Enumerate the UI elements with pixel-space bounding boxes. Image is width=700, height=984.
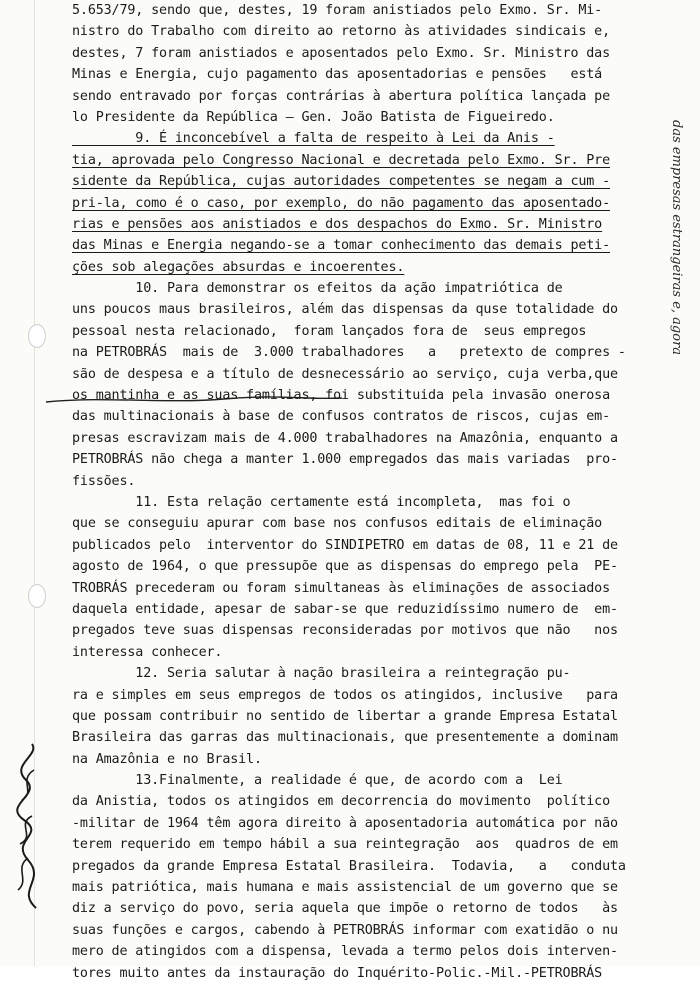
text-line: destes, 7 foram anistiados e aposentados pelo Exmo. Sr. Ministro das bbox=[72, 45, 611, 61]
text-line: Brasileira das garras das multinacionais, que presentemente a dominam bbox=[72, 730, 618, 746]
text-line: que possam contribuir no sentido de libertar a grande Empresa Estatal bbox=[72, 708, 618, 724]
document-text bbox=[72, 0, 668, 984]
text-line: 13.Finalmente, a realidade é que, de acordo com a Lei bbox=[72, 773, 563, 789]
text-line: são de despesa e a título de desnecessário ao serviço, cuja verba,que bbox=[72, 366, 618, 382]
text-line: suas funções e cargos, cabendo à PETROBRÁS informar com exatidão o nu bbox=[72, 922, 618, 938]
text-line: 9. É inconcebível a falta de respeito à Lei da Anis - bbox=[72, 131, 555, 147]
text-line: daquela entidade, apesar de sabar-se que reduzidíssimo numero de em- bbox=[72, 601, 618, 617]
text-line: diz a serviço do povo, seria aquela que impõe o retorno de todos às bbox=[72, 901, 618, 917]
text-line: fissões. bbox=[72, 473, 136, 489]
text-line: 10. Para demonstrar os efeitos da ação impatriótica de bbox=[72, 281, 563, 297]
text-line: 12. Seria salutar à nação brasileira a reintegração pu- bbox=[72, 666, 571, 682]
text-line: terem requerido em tempo hábil a sua reintegração aos quadros de em bbox=[72, 837, 618, 853]
text-line: pregados teve suas dispensas reconsideradas por motivos que não nos bbox=[72, 623, 618, 639]
text-line: na Amazônia e no Brasil. bbox=[72, 751, 262, 767]
text-line: tia, aprovada pelo Congresso Nacional e decretada pelo Exmo. Sr. Pre bbox=[72, 152, 611, 168]
punch-hole bbox=[28, 324, 46, 348]
margin-handwritten-note: das empresas estrangeiras e, agora bbox=[669, 120, 684, 356]
text-line: interessa conhecer. bbox=[72, 644, 223, 660]
text-line: ções sob alegações absurdas e incoerentes. bbox=[72, 259, 405, 275]
text-line: que se conseguiu apurar com base nos confusos editais de eliminação bbox=[72, 516, 603, 532]
text-line: sidente da República, cujas autoridades competentes se negam a cum - bbox=[72, 174, 611, 190]
text-line: na PETROBRÁS mais de 3.000 trabalhadores a pretexto de compres - bbox=[72, 345, 626, 361]
text-line: rias e pensões aos anistiados e dos despachos do Exmo. Sr. Ministro bbox=[72, 216, 603, 232]
text-line: das Minas e Energia negando-se a tomar conhecimento das demais peti- bbox=[72, 238, 611, 254]
text-line: 11. Esta relação certamente está incompleta, mas foi o bbox=[72, 494, 571, 510]
text-line: nistro do Trabalho com direito ao retorno às atividades sindicais e, bbox=[72, 24, 611, 40]
text-line: lo Presidente da República — Gen. João Batista de Figueiredo. bbox=[72, 109, 555, 125]
handwritten-signature bbox=[6, 740, 56, 910]
punch-hole bbox=[28, 584, 46, 608]
text-line: mais patriótica, mais humana e mais assistencial de um governo que se bbox=[72, 880, 618, 896]
text-line: -militar de 1964 têm agora direito à aposentadoria automática por não bbox=[72, 815, 618, 831]
text-line: TROBRÁS precederam ou foram simultaneas às eliminações de associados bbox=[72, 580, 611, 596]
text-line: das multinacionais à base de confusos contratos de riscos, cujas em- bbox=[72, 409, 611, 425]
text-line: mero de atingidos com a dispensa, levada a termo pelos dois interven- bbox=[72, 944, 618, 960]
text-line: sendo entravado por forças contrárias à abertura política lançada pe bbox=[72, 88, 611, 104]
text-line: pregados da grande Empresa Estatal Brasileira. Todavia, a conduta bbox=[72, 858, 626, 874]
text-line: PETROBRÁS não chega a manter 1.000 empregados das mais variadas pro- bbox=[72, 452, 618, 468]
text-line: pri-la, como é o caso, por exemplo, do não pagamento das aposentado- bbox=[72, 195, 611, 211]
text-line: presas escravizam mais de 4.000 trabalhadores na Amazônia, enquanto a bbox=[72, 430, 618, 446]
text-line: os mantinha e as suas famílias, foi substituida pela invasão onerosa bbox=[72, 388, 611, 404]
text-line: publicados pelo interventor do SINDIPETRO em datas de 08, 11 e 21 de bbox=[72, 537, 618, 553]
text-line: pessoal nesta relacionado, foram lançados fora de seus empregos bbox=[72, 323, 587, 339]
text-line: Minas e Energia, cujo pagamento das aposentadorias e pensões está bbox=[72, 67, 603, 83]
text-line: da Anistia, todos os atingidos em decorrencia do movimento político bbox=[72, 794, 611, 810]
text-line: agosto de 1964, o que pressupõe que as dispensas do emprego pela PE- bbox=[72, 559, 618, 575]
text-line: uns poucos maus brasileiros, além das dispensas da quse totalidade do bbox=[72, 302, 618, 318]
text-line: ra e simples em seus empregos de todos os atingidos, inclusive para bbox=[72, 687, 618, 703]
text-line: 5.653/79, sendo que, destes, 19 foram anistiados pelo Exmo. Sr. Mi- bbox=[72, 3, 603, 18]
text-line: tores muito antes da instauração do Inquérito-Polic.-Mil.-PETROBRÁS bbox=[72, 965, 603, 981]
